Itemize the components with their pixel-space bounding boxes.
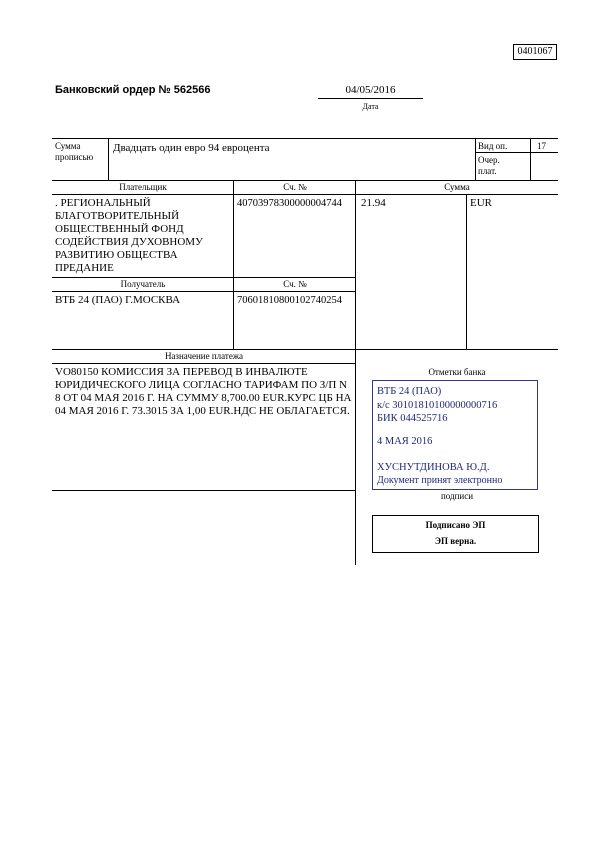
sum-words-bottom-line xyxy=(52,180,558,181)
stamp-signer: ХУСНУТДИНОВА Ю.Д. xyxy=(377,462,490,473)
payer-header: Плательщик xyxy=(119,182,167,192)
amount-currency-divider xyxy=(466,194,467,349)
amount-value: 21.94 xyxy=(361,197,386,209)
stamp-date: 4 МАЯ 2016 xyxy=(377,436,433,447)
stamp-bik: БИК 044525716 xyxy=(377,413,448,424)
vidop-left-divider xyxy=(475,138,476,180)
amount-header: Сумма xyxy=(444,182,470,192)
purpose-top-line xyxy=(52,349,558,350)
signatures-label: подписи xyxy=(440,491,474,501)
account-header: Сч. № xyxy=(283,182,307,192)
header-row-line xyxy=(52,194,558,195)
recipient-name: ВТБ 24 (ПАО) Г.МОСКВА xyxy=(55,294,181,306)
recipient-account-header: Сч. № xyxy=(283,279,307,289)
signed-box xyxy=(372,515,539,553)
table-top-line xyxy=(52,138,558,139)
purpose-header: Назначение платежа xyxy=(164,351,244,361)
recipient-top-line xyxy=(52,277,356,278)
currency: EUR xyxy=(470,197,492,209)
sum-words-divider xyxy=(108,138,109,180)
purpose-header-line xyxy=(52,363,356,364)
vid-op-value: 17 xyxy=(537,141,546,151)
date-value: 04/05/2016 xyxy=(345,84,396,96)
payer-account: 40703978300000004744 xyxy=(237,198,342,209)
bank-marks-header: Отметки банка xyxy=(428,367,486,377)
sum-words-value: Двадцать один евро 94 евроцента xyxy=(113,142,270,154)
recipient-header: Получатель xyxy=(120,279,166,289)
sum-words-label: Сумма прописью xyxy=(55,141,94,162)
vidop-line xyxy=(475,152,558,153)
ocher-plat-label: Очер. плат. xyxy=(478,155,500,176)
signed-line-1: Подписано ЭП xyxy=(425,520,486,530)
date-label: Дата xyxy=(362,102,379,111)
recipient-account: 70601810800102740254 xyxy=(237,295,342,306)
recipient-header-line xyxy=(52,291,356,292)
page-title: Банковский ордер № 562566 xyxy=(55,84,211,96)
vid-op-label: Вид оп. xyxy=(478,141,508,151)
bank-stamp xyxy=(372,380,538,490)
form-code: 0401067 xyxy=(513,44,557,60)
stamp-note: Документ принят электронно xyxy=(377,475,503,486)
payer-account-divider xyxy=(233,180,234,349)
payer-name: . РЕГИОНАЛЬНЫЙ БЛАГОТВОРИТЕЛЬНЫЙ ОБЩЕСТВЕННЫЙ ФОНД СОДЕЙСТВИЯ ДУХОВНОМУ РАЗВИТИЮ ОБЩЕСТВА ПРЕДАНИЕ xyxy=(55,197,203,274)
vidop-right-divider xyxy=(530,138,531,180)
purpose-bottom-line xyxy=(52,490,356,491)
stamp-bank: ВТБ 24 (ПАО) xyxy=(377,386,442,397)
purpose-text: VO80150 КОМИССИЯ ЗА ПЕРЕВОД В ИНВАЛЮТЕ ЮРИДИЧЕСКОГО ЛИЦА СОГЛАСНО ТАРИФАМ ПО З/П N 8 ОТ 04 МАЯ 2016 Г. НА СУММУ 8,700.00 EUR.КУРС ЦБ НА 04 МАЯ 2016 Г. 73.3015 ЗА 1,00 EUR.НДС НЕ ОБЛАГАЕТСЯ. xyxy=(55,366,352,417)
signed-line-2: ЭП верна. xyxy=(434,536,477,546)
date-underline xyxy=(318,98,423,99)
stamp-ks: к/с 30101810100000000716 xyxy=(377,400,498,411)
